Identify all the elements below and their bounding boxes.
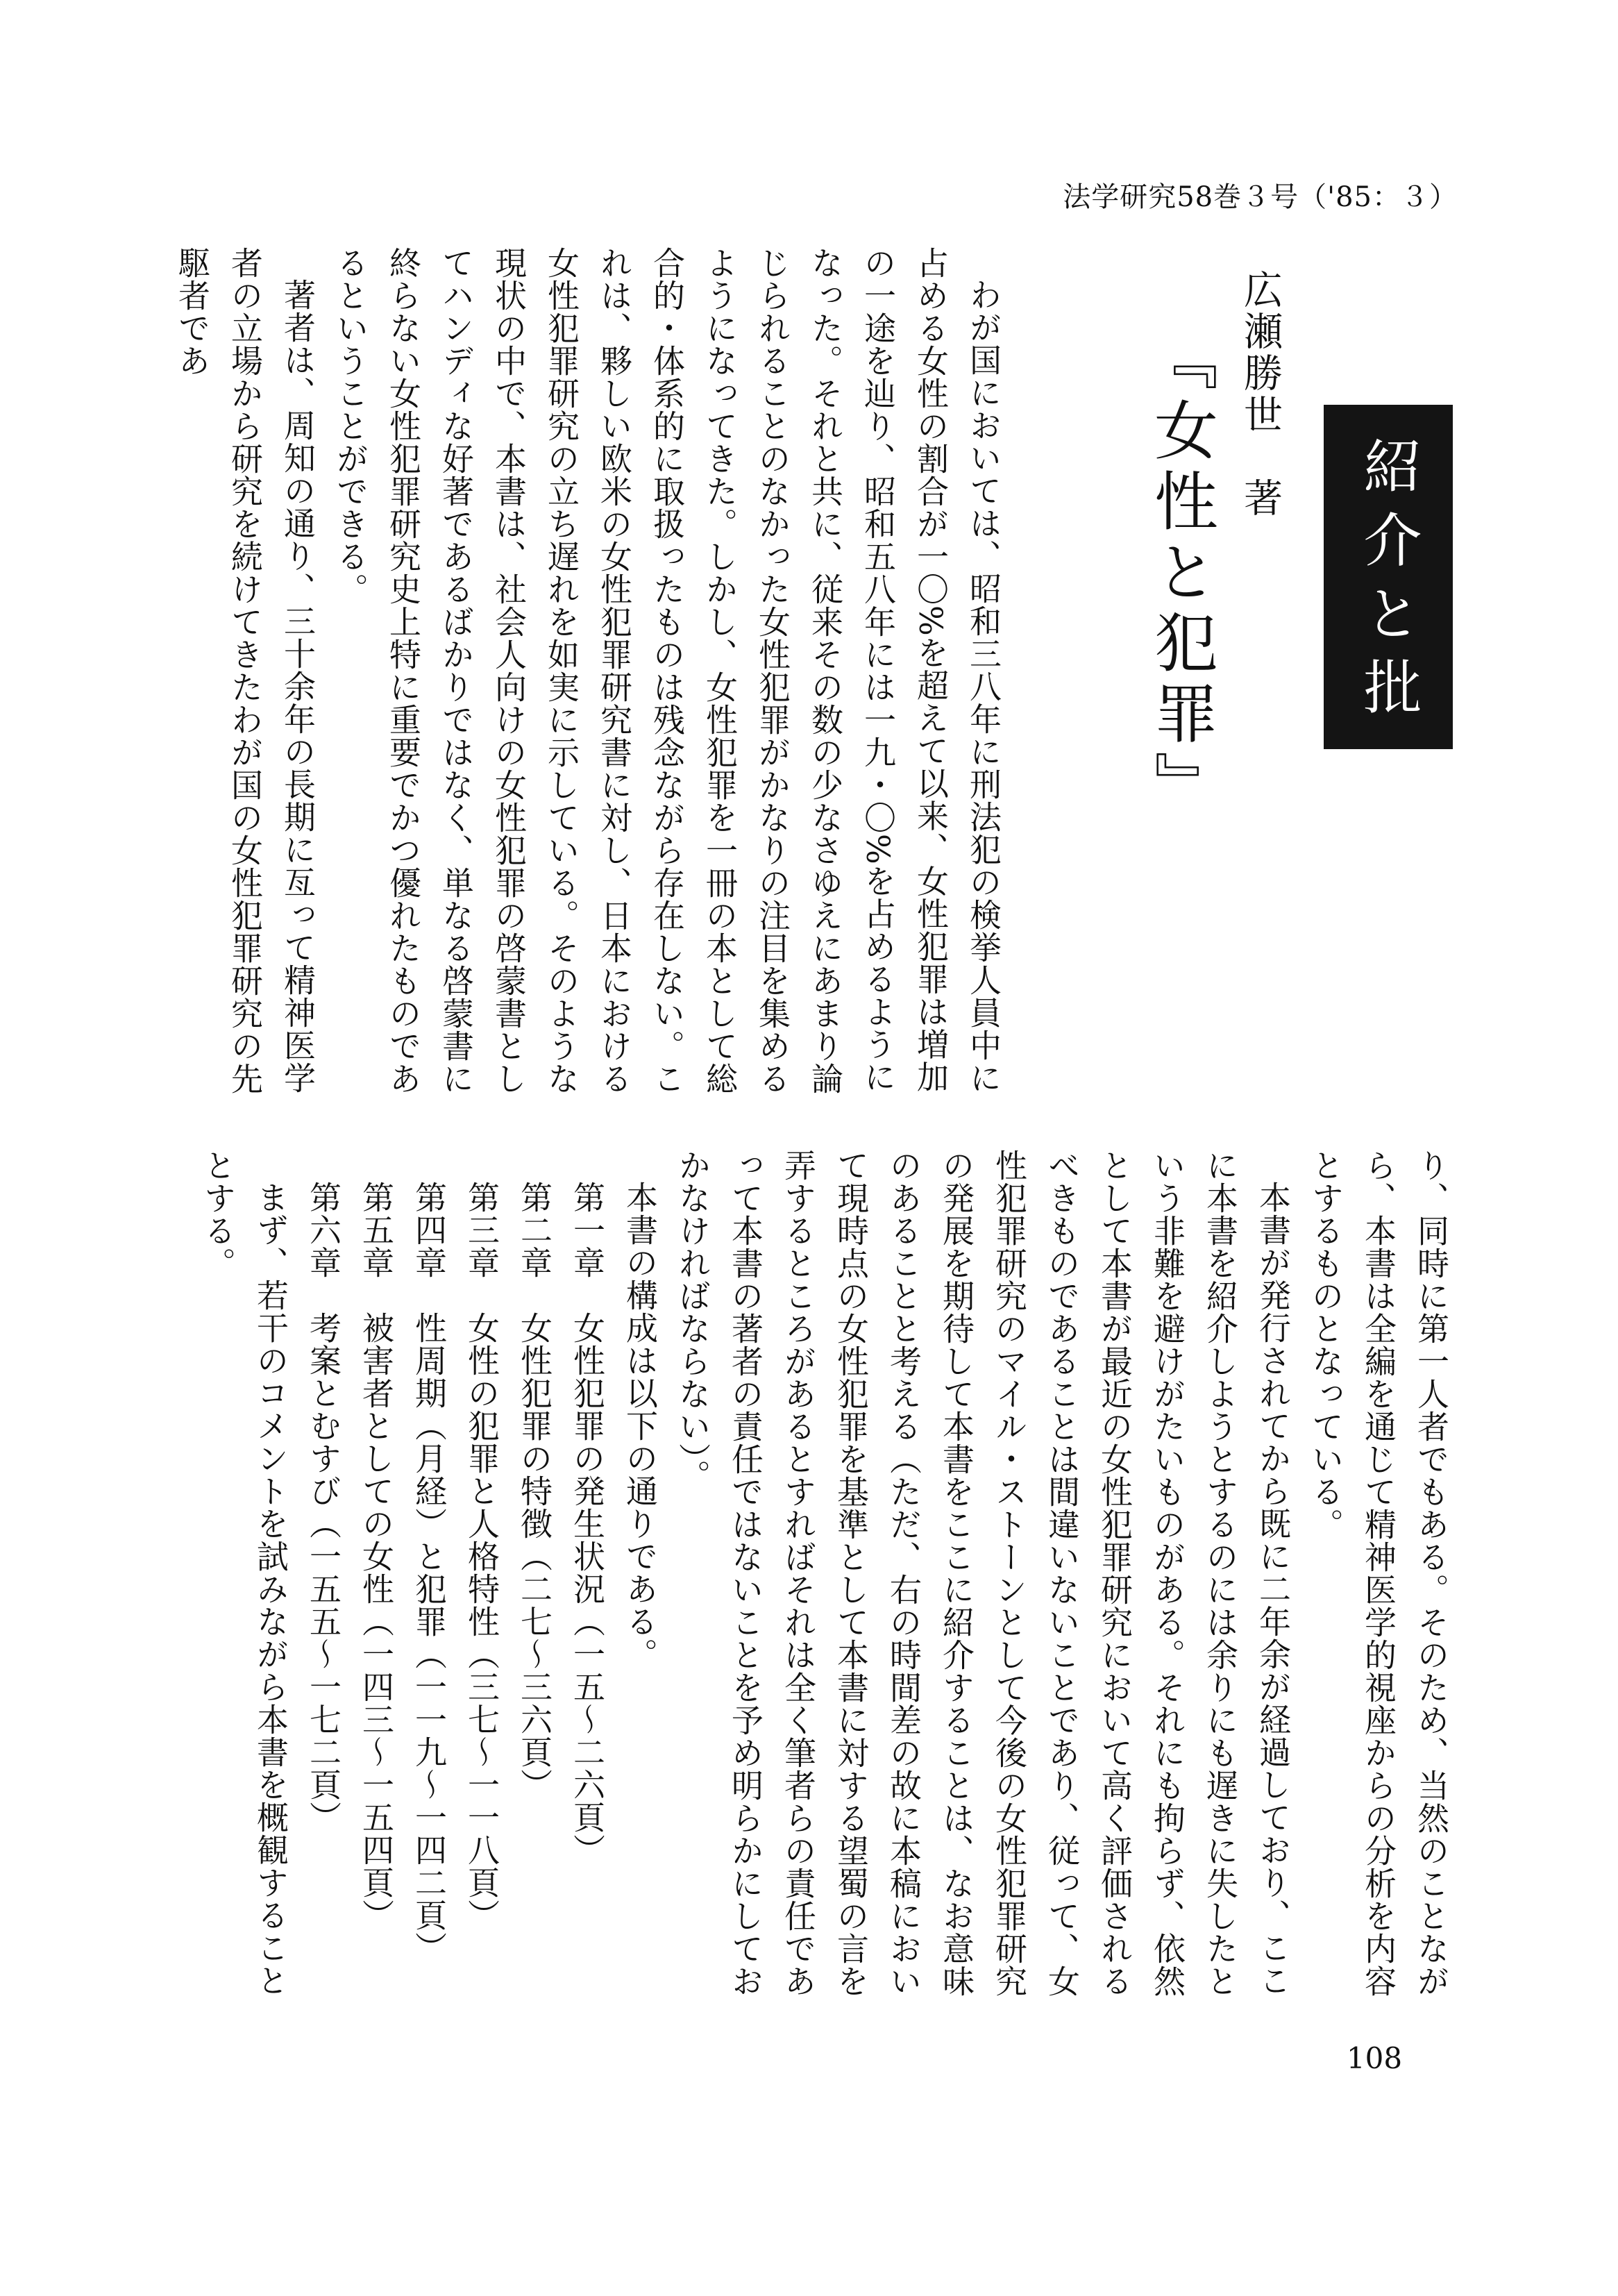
body-upper-block: [174, 246, 1010, 1107]
chapter-list: [297, 1149, 614, 2017]
body-paragraph: まず、若干のコメントを試みながら本書を概観することとする。: [199, 1149, 289, 1997]
chapter-item: 第二章 女性犯罪の特徴（二七〜三六頁）: [516, 1181, 553, 1801]
chapter-item: 第一章 女性犯罪の発生状況（一五〜二六頁）: [568, 1181, 606, 1866]
journal-header: 法学研究58巻３号（'85：３）: [1063, 181, 1458, 213]
chapter-item: 第三章 女性の犯罪と人格特性（三七〜一一八頁）: [463, 1181, 500, 1932]
chapter-item: 第五章 被害者としての女性（一四三〜一五四頁）: [357, 1181, 395, 1932]
section-badge: 紹介と批評: [1324, 405, 1453, 749]
body-paragraph: 著者は、周知の通り、三十余年の長期に亙って精神医学者の立場から研究を続けてきたわが国の女性犯罪研究の先駆者であ: [174, 246, 317, 1095]
book-title: 『女性と犯罪』: [1144, 326, 1218, 822]
body-lower-block: [199, 1149, 1458, 2017]
book-author: 広瀬勝世 著: [1238, 269, 1283, 519]
body-paragraph: 本書の構成は以下の通りである。: [621, 1181, 659, 1670]
chapter-item: 第四章 性周期（月経）と犯罪（一一九〜一四二頁）: [410, 1181, 448, 1964]
chapter-item: 第六章 考案とむすび（一五五〜一七二頁）: [305, 1181, 342, 1834]
body-paragraph: 本書が発行されてから既に二年余が経過しており、ここに本書を紹介しようとするのには余りにも遅きに失したという非難を避けがたいものがある。それにも拘らず、依然として本書が最近の女性犯罪研究において高く評価されるべきものであることは間違いないことであり、従って、女性犯罪研究のマイル・ストーンとして今後の女性犯罪研究の発展を期待して本書をここに紹介することは、なお意味のあることと考える（ただ、右の時間差の故に本稿において現時点の女性犯罪を基準として本書に対する望蜀の言を弄するところがあるとすればそれは全く筆者らの責任であって本書の著者の責任ではないことを予め明らかにしておかなければならない）。: [674, 1149, 1292, 1997]
body-paragraph: わが国においては、昭和三八年に刑法犯の検挙人員中に占める女性の割合が一〇%を超えて以来、女性犯罪は増加の一途を辿り、昭和五八年には一九・〇%を占めるようになった。それと共に、従来その数の少なさゆえにあまり論じられることのなかった女性犯罪がかなりの注目を集めるようになってきた。しかし、女性犯罪を一冊の本として総合的・体系的に取扱ったものは残念ながら存在しない。これは、夥しい欧米の女性犯罪研究書に対し、日本における女性犯罪研究の立ち遅れを如実に示している。そのような現状の中で、本書は、社会人向けの女性犯罪の啓蒙書としてハンディな好著であるばかりではなく、単なる啓蒙書に終らない女性犯罪研究史上特に重要でかつ優れたものであるということができる。: [332, 246, 1002, 1095]
page-number: 108: [1346, 2041, 1403, 2075]
body-paragraph-continued: り、同時に第一人者でもある。そのため、当然のことながら、本書は全編を通じて精神医学的視座からの分析を内容とするものとなっている。: [1307, 1149, 1450, 1997]
